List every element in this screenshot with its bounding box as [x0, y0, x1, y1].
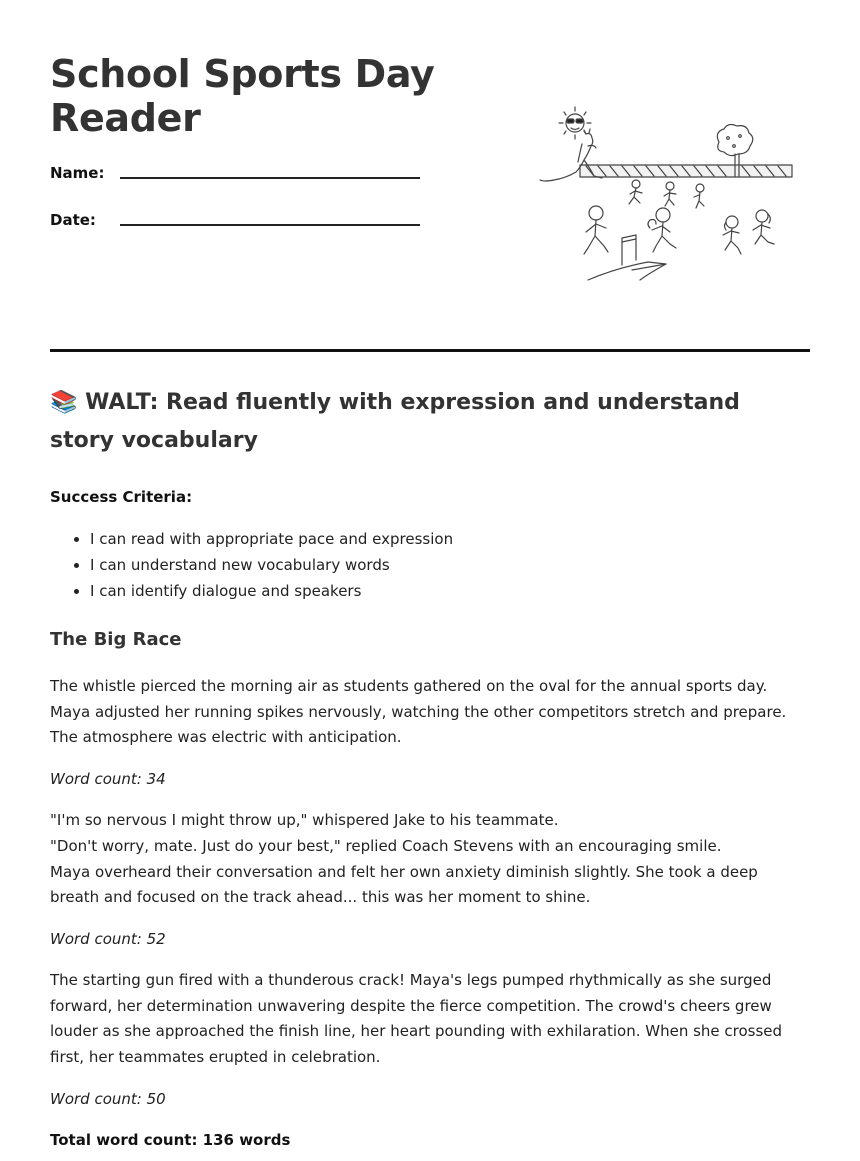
runner-icon	[753, 210, 774, 244]
worksheet-content	[50, 384, 810, 1153]
success-criteria-list	[50, 526, 810, 604]
story-title: The Big Race	[50, 629, 182, 650]
page-title-line-2: Reader	[50, 96, 201, 140]
dialogue-coach: "Don't worry, mate. Just do your best," replied Coach Stevens with an encouraging smile.	[50, 836, 722, 855]
header-divider	[50, 349, 810, 352]
word-count-2: Word count: 52	[50, 929, 166, 948]
runner-icon	[629, 180, 704, 208]
runner-icon	[584, 206, 608, 254]
fence-icon	[580, 165, 792, 177]
date-label: Date:	[50, 211, 96, 229]
name-label: Name:	[50, 164, 105, 182]
word-count-3: Word count: 50	[50, 1089, 166, 1108]
track-icon	[588, 262, 666, 280]
date-write-line[interactable]	[120, 224, 420, 226]
page-title-line-1: School Sports Day	[50, 52, 435, 96]
date-field-row	[50, 211, 470, 258]
criteria-item: • I can read with appropriate pace and expression	[90, 526, 810, 552]
story-paragraph-2	[50, 808, 810, 911]
story-paragraph-1: The whistle pierced the morning air as students gathered on the oval for the annual sports day. Maya adjusted her running spikes nervously, watching the other competitors stretch and prepare. The atmosphere was electric with anticipation.	[50, 677, 787, 747]
narration-maya: Maya overheard their conversation and felt her own anxiety diminish slightly. She took a deep breath and focused on the track ahead... this was her moment to shine.	[50, 862, 758, 907]
criteria-item: • I can identify dialogue and speakers	[90, 578, 810, 604]
kangaroo-icon	[540, 129, 602, 181]
sports-day-illustration	[536, 102, 798, 286]
runner-icon	[723, 216, 741, 254]
name-field-row	[50, 164, 470, 211]
story-paragraph-3: The starting gun fired with a thunderous crack! Maya's legs pumped rhythmically as she surged forward, her determination unwavering despite the fierce competition. The crowd's cheers grew louder as she approached the finish line, her heart pounding with exhilaration. When she crossed first, her teammates erupted in celebration.	[50, 970, 783, 1067]
success-criteria-label: Success Criteria:	[50, 488, 193, 506]
walt-text: WALT: Read fluently with expression and understand story vocabulary	[50, 390, 740, 453]
books-icon: 📚	[50, 390, 78, 415]
name-write-line[interactable]	[120, 177, 420, 179]
worksheet-header	[50, 52, 470, 258]
runner-icon	[648, 208, 676, 252]
dialogue-jake: "I'm so nervous I might throw up," whispered Jake to his teammate.	[50, 811, 559, 830]
walt-heading	[50, 384, 810, 460]
page-title	[50, 52, 470, 140]
criteria-item: • I can understand new vocabulary words	[90, 552, 810, 578]
word-count-1: Word count: 34	[50, 770, 166, 789]
hurdle-icon	[622, 235, 636, 265]
total-word-count: Total word count: 136 words	[50, 1130, 291, 1149]
